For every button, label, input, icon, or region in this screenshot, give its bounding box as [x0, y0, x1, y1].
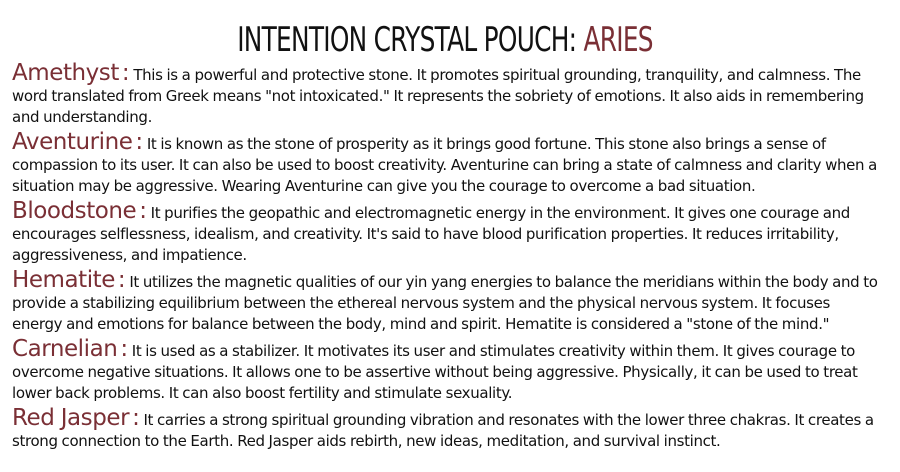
stone-description-aventurine: It is known as the stone of prosperity as it brings good fortune. This stone also brings a sense of compassion to its user. It can also be used to boost creativity. Aventurine can bring a state of calmness and clarity when a situation may be aggressive. Wearing Aventurine can give you the courage to overcome a bad situation.	[12, 135, 877, 195]
stone-colon-amethyst: :	[121, 60, 130, 86]
page-title	[129, 18, 761, 62]
stone-colon-bloodstone: :	[139, 198, 147, 224]
stone-colon-carnelian: :	[120, 336, 128, 362]
title-zodiac: ARIES	[583, 20, 653, 60]
stone-entry-red-jasper	[12, 405, 878, 452]
stone-name-carnelian: Carnelian	[12, 336, 118, 362]
stone-entry-hematite	[12, 267, 878, 335]
stone-description-bloodstone: It purifies the geopathic and electromagnetic energy in the environment. It gives one courage and encourages selflessness, idealism, and creativity. It's said to have blood purification properties. It reduces irritability, aggressiveness, and impatience.	[12, 204, 850, 264]
stone-name-bloodstone: Bloodstone	[12, 198, 137, 224]
stone-name-aventurine: Aventurine	[12, 129, 133, 155]
stone-description-hematite: It utilizes the magnetic qualities of our yin yang energies to balance the meridians within the body and to provide a stabilizing equilibrium between the ethereal nervous system and the physical nervous system. It focuses energy and emotions for balance between the body, mind and spirit. Hematite is considered a "stone of the mind."	[12, 273, 878, 333]
stone-colon-red-jasper: :	[132, 405, 140, 431]
stone-colon-hematite: :	[117, 267, 126, 293]
stone-list	[12, 60, 878, 452]
stone-description-carnelian: It is used as a stabilizer. It motivates its user and stimulates creativity within them. It gives courage to overcome negative situations. It allows one to be assertive without being aggressive. Physically, it can be used to treat lower back problems. It can also boost fertility and stimulate sexuality.	[12, 342, 858, 402]
stone-entry-aventurine	[12, 129, 878, 197]
stone-entry-bloodstone	[12, 198, 878, 266]
title-prefix: INTENTION CRYSTAL POUCH:	[237, 20, 584, 60]
stone-name-red-jasper: Red Jasper	[12, 405, 130, 431]
stone-entry-amethyst	[12, 60, 878, 128]
stone-colon-aventurine: :	[135, 129, 143, 155]
stone-name-hematite: Hematite	[12, 267, 115, 293]
stone-name-amethyst: Amethyst	[12, 60, 119, 86]
stone-entry-carnelian	[12, 336, 878, 404]
stone-description-amethyst: This is a powerful and protective stone. It promotes spiritual grounding, tranquility, and calmness. The word translated from Greek means "not intoxicated." It represents the sobriety of emotions. It also aids in remembering and understanding.	[12, 66, 864, 126]
stone-description-red-jasper: It carries a strong spiritual grounding vibration and resonates with the lower three chakras. It creates a strong connection to the Earth. Red Jasper aids rebirth, new ideas, meditation, and survival instinct.	[12, 411, 874, 450]
